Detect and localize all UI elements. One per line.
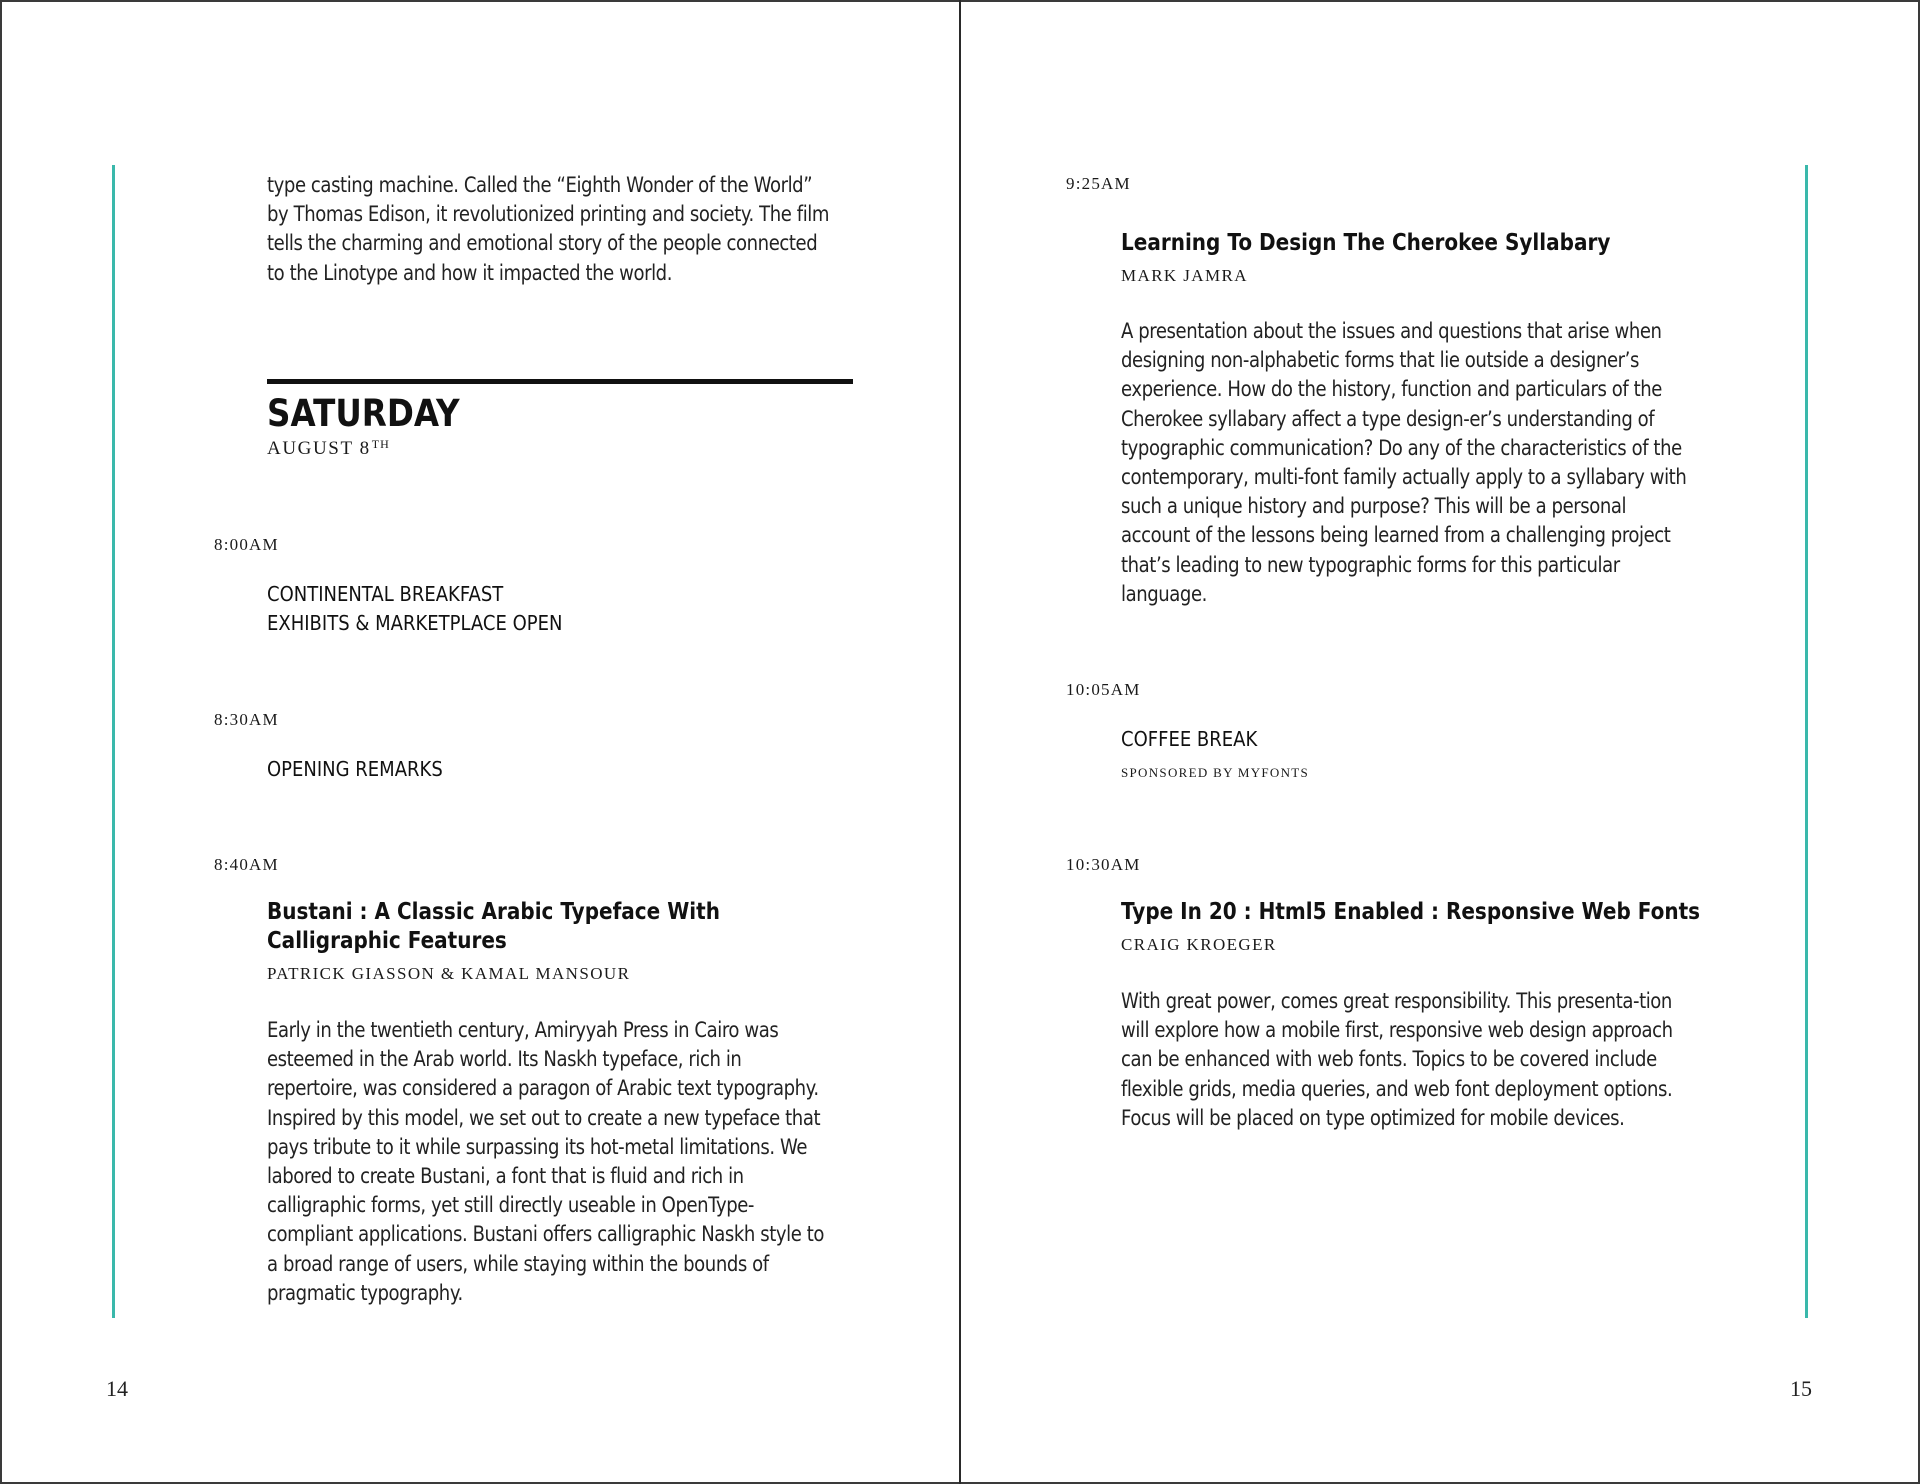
right-accent-rule [1805,165,1808,1318]
talk-title: Bustani : A Classic Arabic Typeface With [267,899,720,925]
left-accent-rule [112,165,115,1318]
talk-description: Early in the twentieth century, Amiryyah Press in Cairo was esteemed in the Arab world. Its Naskh typeface, rich in repertoire, was considered a paragon of Arabic text typography. Inspired by this model, we set out to create a new typeface that pays tribute to it while surpassing its hot-metal limitations. We labored to create Bustani, a font that is fluid and rich in calligraphic forms, yet still directly useable in OpenType-compliant applications. Bustani offers calligraphic Naskh style to a broad range of users, while staying within the bounds of pragmatic typography. [267,1018,825,1305]
speaker-name: CRAIG KROEGER [1121,935,1277,954]
time-label: 8:00AM [214,535,279,554]
talk-title: Learning To Design The Cherokee Syllabary [1121,230,1611,256]
talk-description: With great power, comes great responsibility. This presenta-tion will explore how a mobile first, responsive web design approach can be enhanced with web fonts. Topics to be covered include flexible grids, media queries, and web font deployment options. Focus will be placed on type optimized for mobile devices. [1121,989,1673,1130]
day-date [267,437,390,460]
time-label: 8:30AM [214,710,279,729]
talk-title: Type In 20 : Html5 Enabled : Responsive Web Fonts [1121,899,1701,925]
time-label: 10:05AM [1066,680,1141,699]
page-number: 14 [106,1376,128,1401]
talk-description: A presentation about the issues and questions that arise when designing non-alphabetic forms that lie outside a designer’s experience. How do the history, function and particulars of the Cherokee syllabary affect a type design-er’s understanding of typographic communication? Do any of the characteristics of the contemporary, multi-font family actually apply to a syllabary with such a unique history and purpose? This will be a personal account of the lessons being learned from a challenging project that’s leading to new typographic forms for this particular language. [1121,319,1687,606]
time-label: 10:30AM [1066,855,1141,874]
session-title: COFFEE BREAK [1121,727,1258,751]
speaker-name: PATRICK GIASSON & KAMAL MANSOUR [267,964,631,983]
sponsor-note: SPONSORED BY MYFONTS [1121,765,1310,780]
talk-title: Calligraphic Features [267,928,507,954]
speaker-name: MARK JAMRA [1121,266,1248,285]
session-title: EXHIBITS & MARKETPLACE OPEN [267,611,563,635]
day-title: SATURDAY [267,392,460,435]
time-label: 9:25AM [1066,174,1131,193]
day-date-text: AUGUST 8 [267,438,371,459]
intro-paragraph: type casting machine. Called the “Eighth Wonder of the World” by Thomas Edison, it revolutionized printing and society. The film tells the charming and emotional story of the people connected to the Linotype and how it impacted the world. [267,173,830,285]
page-number: 15 [1790,1376,1812,1401]
session-title: OPENING REMARKS [267,757,443,781]
session-title: CONTINENTAL BREAKFAST [267,582,504,606]
day-rule [267,379,853,384]
day-date-suffix: TH [371,437,390,451]
time-label: 8:40AM [214,855,279,874]
page-gutter [959,0,961,1484]
